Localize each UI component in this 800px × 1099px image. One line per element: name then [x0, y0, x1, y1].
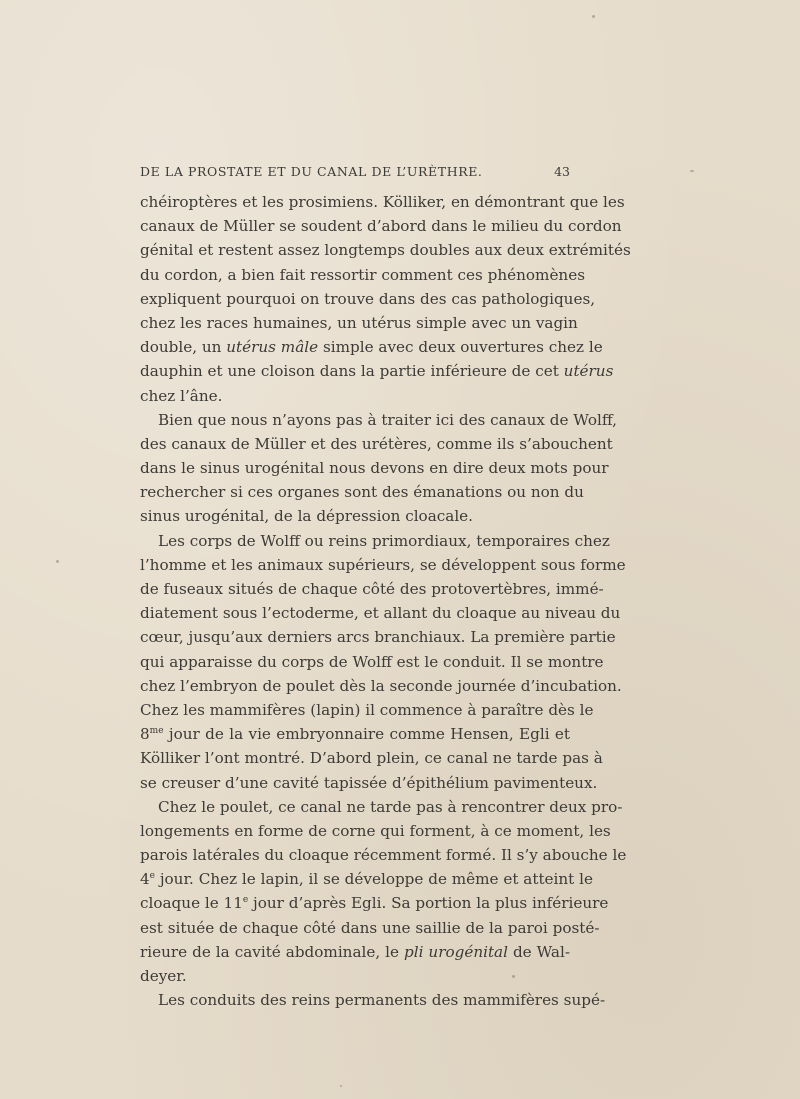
text-line: diatement sous l’ectoderme, et allant du cloaque au niveau du	[140, 604, 621, 623]
text-line: est située de chaque côté dans une saillie de la paroi posté-	[140, 918, 600, 937]
text-line: chez les races humaines, un utérus simple avec un vagin	[140, 313, 578, 332]
text-line: du cordon, a bien fait ressortir comment ces phénomènes	[140, 265, 585, 284]
paper-speck	[56, 560, 59, 563]
text-line: se creuser d’une cavité tapissée d’épithélium pavimenteux.	[140, 773, 598, 792]
text-line: chez l’âne.	[140, 386, 223, 405]
text-line: l’homme et les animaux supérieurs, se développent sous forme	[140, 555, 626, 574]
text-line: longements en forme de corne qui forment, à ce moment, les	[140, 821, 611, 840]
text-line: Chez les mammifères (lapin) il commence à paraître dès le	[140, 700, 594, 719]
text-run: jour de la vie embryonnaire comme Hensen, Egli et	[168, 725, 570, 744]
text-run: de Wal-	[512, 942, 570, 961]
text-line: Chez le poulet, ce canal ne tarde pas à rencontrer deux pro-	[158, 797, 623, 816]
paper-speck	[340, 1085, 342, 1087]
running-head	[140, 164, 570, 186]
italic-term: utérus	[563, 362, 614, 381]
text-line	[140, 359, 614, 383]
text-run: rieure de la cavité abdominale, le	[140, 942, 400, 961]
paper-speck	[512, 975, 515, 978]
text-line	[140, 940, 570, 964]
text-line: chéiroptères et les prosimiens. Kölliker, en démontrant que les	[140, 193, 625, 211]
text-line: rechercher si ces organes sont des émanations ou non du	[140, 483, 584, 502]
superscript: e	[149, 871, 155, 882]
text-line: expliquent pourquoi on trouve dans des cas pathologiques,	[140, 289, 596, 308]
text-run: 4	[140, 870, 150, 889]
running-title: DE LA PROSTATE ET DU CANAL DE L’URÈTHRE.	[140, 164, 483, 179]
paper-speck	[592, 15, 595, 18]
text-line: cœur, jusqu’aux derniers arcs branchiaux. La première partie	[140, 628, 616, 647]
text-line: qui apparaisse du corps de Wolff est le conduit. Il se montre	[140, 652, 604, 671]
italic-term: pli urogénital	[404, 942, 508, 961]
text-line: dans le sinus urogénital nous devons en dire deux mots pour	[140, 459, 609, 478]
text-line	[140, 891, 609, 915]
text-line: deyer.	[140, 967, 187, 985]
text-run: dauphin et une cloison dans la partie inférieure de cet	[140, 362, 559, 381]
body-text	[140, 190, 631, 1012]
text-line: Bien que nous n’ayons pas à traiter ici des canaux de Wolff,	[158, 410, 617, 429]
text-line: parois latérales du cloaque récemment formé. Il s’y abouche le	[140, 846, 627, 865]
text-run: double, un	[140, 338, 222, 357]
text-line: des canaux de Müller et des urétères, comme ils s’abouchent	[140, 434, 613, 453]
text-line: sinus urogénital, de la dépression cloacale.	[140, 507, 473, 526]
text-run: jour. Chez le lapin, il se développe de même et atteint le	[159, 870, 593, 889]
italic-term: utérus mâle	[226, 338, 319, 357]
superscript: e	[242, 895, 249, 906]
page-number: 43	[554, 164, 570, 179]
text-line	[140, 867, 593, 891]
text-line	[140, 335, 603, 359]
text-run: jour d’après Egli. Sa portion la plus inférieure	[253, 894, 609, 913]
text-line: de fuseaux situés de chaque côté des protovertèbres, immé-	[140, 580, 604, 598]
text-line: génital et restent assez longtemps doubles aux deux extrémités	[140, 241, 631, 260]
text-run: simple avec deux ouvertures chez le	[322, 338, 603, 357]
text-line: canaux de Müller se soudent d’abord dans le milieu du cordon	[140, 217, 622, 236]
text-line: Les corps de Wolff ou reins primordiaux, temporaires chez	[158, 531, 610, 550]
text-line: Les conduits des reins permanents des mammifères supé-	[158, 991, 606, 1010]
text-line: chez l’embryon de poulet dès la seconde journée d’incubation.	[140, 676, 622, 695]
text-run: cloaque le 11	[140, 894, 243, 913]
text-line	[140, 722, 570, 746]
text-run: 8	[140, 725, 150, 744]
superscript: me	[149, 726, 164, 737]
text-line: Kölliker l’ont montré. D’abord plein, ce canal ne tarde pas à	[140, 749, 603, 768]
paper-speck	[690, 170, 694, 172]
